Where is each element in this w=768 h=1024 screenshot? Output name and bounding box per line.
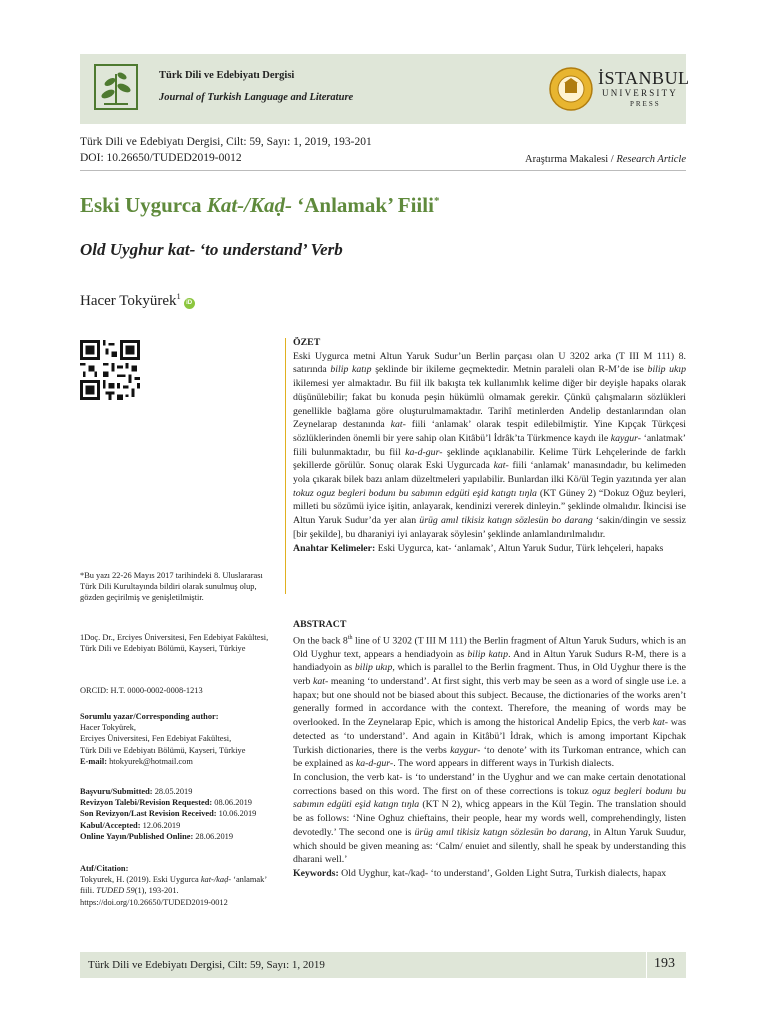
istanbul-university-seal-icon — [548, 66, 594, 112]
abstract-body-2: In conclusion, the verb kat- is ‘to understand’ in the Uyghur and we can make certain denotational corrections based on this word. The first on of these corrections is tokuz oguz begleri bodunı bu sabımın edgüti eşid katıgn tıŋla (KT N 2), whicg appears in the Kül Tegin. The translation should be as follows: ‘Nine Oghuz chieftains, their people, hear my words well, comprehendingly, listen devotedly.’ The second one is ürüg amıl tikisiz katıgn sözlesün bo darang, in Altun Yaruk Suudur, which should be given meaning as: ‘Calm/ enuiet and silently, shall he speak by understanding this dharani well.’ — [293, 772, 686, 866]
header-divider — [80, 170, 686, 171]
article-dates: Başvuru/Submitted: 28.05.2019 Revizyon Talebi/Revision Requested: 08.06.2019 Son Revizyon/Last Revision Received: 10.06.2019 Kabul/Accepted: 12.06.2019 Online Yayın/Published Online: 28.06.2019 — [80, 787, 257, 841]
ozet-body: Eski Uygurca metni Altun Yaruk Sudur’un Berlin parçası olan U 3202 arka (T III M 111) 8. satırında bilip katıp şeklinde bir ikileme geçmektedir. Metnin paraleli olan R-M’de ise bilip ukıp ikilemesi yer almaktadır. Bu fiil ilk bakışta tek kullanımlık kelime diğer bir deyişle hapaks olarak düşünülebilir; fakat bu konuda peşin hükümlü olmamak gerekir. Çünkü çalışmaların sözlükleri genellikle bağlama göre oluşturulmamaktadır. Tarihî metinlerden Andelip destanlarından olan Zeynelarap destanında kat- fiili ‘anlamak’ olarak tespit edilebilmiştir. Yine Kıpçak Türkçesi sözlüklerinden önemli bir yere sahip olan Kitâbü’l İdrâk’ta Türkmence kaydı ile kaygur- ‘anlatmak’ fiili bulunmaktadır, bu fiil ka-d-gur- şeklinde açıklanabilir. Kelime Türk Lehçelerinde de farklı şekillerde görülür. Sonuç olarak Eski Uygurcada kat- fiili ‘anlamak’ manasındadır, bu kelimeden yola çıkarak bilek bazı anlam düzeltmeleri yapılabilir. Bunlardan ilki Kö/ül Tegin yazıtında yer alan tokuz oguz begleri bodunı bu sabımın edgüti eşid katıgtı tıŋla (KT Güney 2) “Dokuz Oğuz beyleri, milleti bu sözümü iyice işitin, anlayarak, kendinizi vererek dinleyin.” şeklinde olmalıdır. İkincisi ise Altun Yaruk Sudur’da yer alan ürüg amıl tikisiz katıgn sözlesün bo darang ‘sakin/dingin ve sessiz [bir şekilde], bu dharaniyi iyi anlayarak söylesin’ şeklinde anlamlandırılmalıdır. — [293, 350, 687, 540]
orcid-icon[interactable]: iD — [184, 298, 195, 309]
publisher-name: İSTANBUL — [598, 68, 690, 88]
author-name: Hacer Tokyürek$^1$iD — [80, 292, 195, 310]
abstract-heading: ABSTRACT — [293, 619, 347, 630]
qr-code[interactable] — [80, 340, 140, 400]
citation-block: Atıf/Citation: Tokyurek, H. (2019). Eski Uygurca kat-/kaḍ- ‘anlamak’ fiili. TUDED 59(1), 193-201. https://doi.org/10.26650/TUDED2019-0012 — [80, 863, 276, 908]
footnote-affiliation: 1Doç. Dr., Erciyes Üniversitesi, Fen Edebiyat Fakültesi, Türk Dili ve Edebiyatı Bölümü, Kayseri, Türkiye — [80, 633, 269, 654]
plant-logo-icon — [94, 64, 138, 110]
journal-name-tr: Türk Dili ve Edebiyatı Dergisi — [159, 70, 295, 81]
publisher-university: UNIVERSITY — [602, 88, 678, 98]
email-link[interactable]: htokyurek@hotmail.com — [106, 756, 193, 766]
orcid-number: ORCID: H.T. 0000-0002-0008-1213 — [80, 686, 203, 695]
article-title: Eski Uygurca Kat-/Kaḍ- ‘Anlamak’ Fiili* — [80, 193, 440, 217]
abstract-body-1: On the back 8th line of U 3202 (T III M 111) the Berlin fragment of Altun Yaruk Sudurs, which is an Old Uyghur text, appears a hendiadyoin as bilip katıp. And in Altun Yaruk Sudurs R-M, there is a handiadyoin as bilip ukıp, which is parallel to the Berlin fragment. Thus, in Old Uyghur there is the verb kat- meaning ‘to understand’. At first sight, this verb may be seen as a word of single use i.e. a hapax; but one should not be biased about this subject. Because, the dictionaries of the works aren’t generally formed in accordance with the context. Therefore, the meaning of words may be overlooked. In the Zeynelarap Epic, which is among the historical Andelip Epics, the verb kat- was detected as ‘to understand’. And again in Kitâbü’l İdrak, which is among important Kipchak Turkish dictionaries, there is the verbs kaygur- ‘to denote’ with its Turkoman entrance, which can be explained as ka-d-gur-. The word appears in different ways in Turkish dialects. — [293, 634, 687, 770]
doi[interactable]: DOI: 10.26650/TUDED2019-0012 — [80, 152, 242, 164]
footnote-presentation: *Bu yazı 22-26 Mayıs 2017 tarihindeki 8. Uluslararası Türk Dili Kurultayında bildiri olarak sunulmuş olup, gözden geçirilmiş ve genişletilmiştir. — [80, 571, 263, 603]
section-accent-rule — [285, 338, 286, 594]
article-type: Araştırma Makalesi / Research Article — [525, 154, 686, 165]
abstract-keywords: Keywords: Old Uyghur, kat-/kaḍ- ‘to understand’, Golden Light Sutra, Turkish dialects, hapax — [293, 867, 667, 879]
corresponding-author: Sorumlu yazar/Corresponding author: Hacer Tokyürek, Erciyes Üniversitesi, Fen Edebiyat Fakültesi, Türk Dili ve Edebiyatı Bölümü, Kayseri, Türkiye E-mail: htokyurek@hotmail.com — [80, 712, 246, 766]
ozet-keywords: Anahtar Kelimeler: Eski Uygurca, kat- ‘anlamak’, Altun Yaruk Sudur, Türk lehçeleri, hapaks — [293, 542, 664, 554]
footer-journal: Türk Dili ve Edebiyatı Dergisi, Cilt: 59, Sayı: 1, 2019 — [88, 959, 325, 971]
abstract-section — [293, 618, 686, 881]
page-number: 193 — [654, 956, 675, 971]
journal-name-en: Journal of Turkish Language and Literature — [159, 92, 354, 103]
article-subtitle: Old Uyghur kat- ‘to understand’ Verb — [80, 240, 343, 259]
citation-url[interactable]: https://doi.org/10.26650/TUDED2019-0012 — [80, 897, 228, 907]
journal-citation: Türk Dili ve Edebiyatı Dergisi, Cilt: 59, Sayı: 1, 2019, 193-201 — [80, 136, 372, 148]
ozet-section — [293, 336, 686, 555]
journal-header-band — [80, 54, 686, 124]
publisher-press: PRESS — [630, 100, 661, 108]
ozet-heading: ÖZET — [293, 337, 321, 348]
footer-divider — [646, 952, 647, 978]
